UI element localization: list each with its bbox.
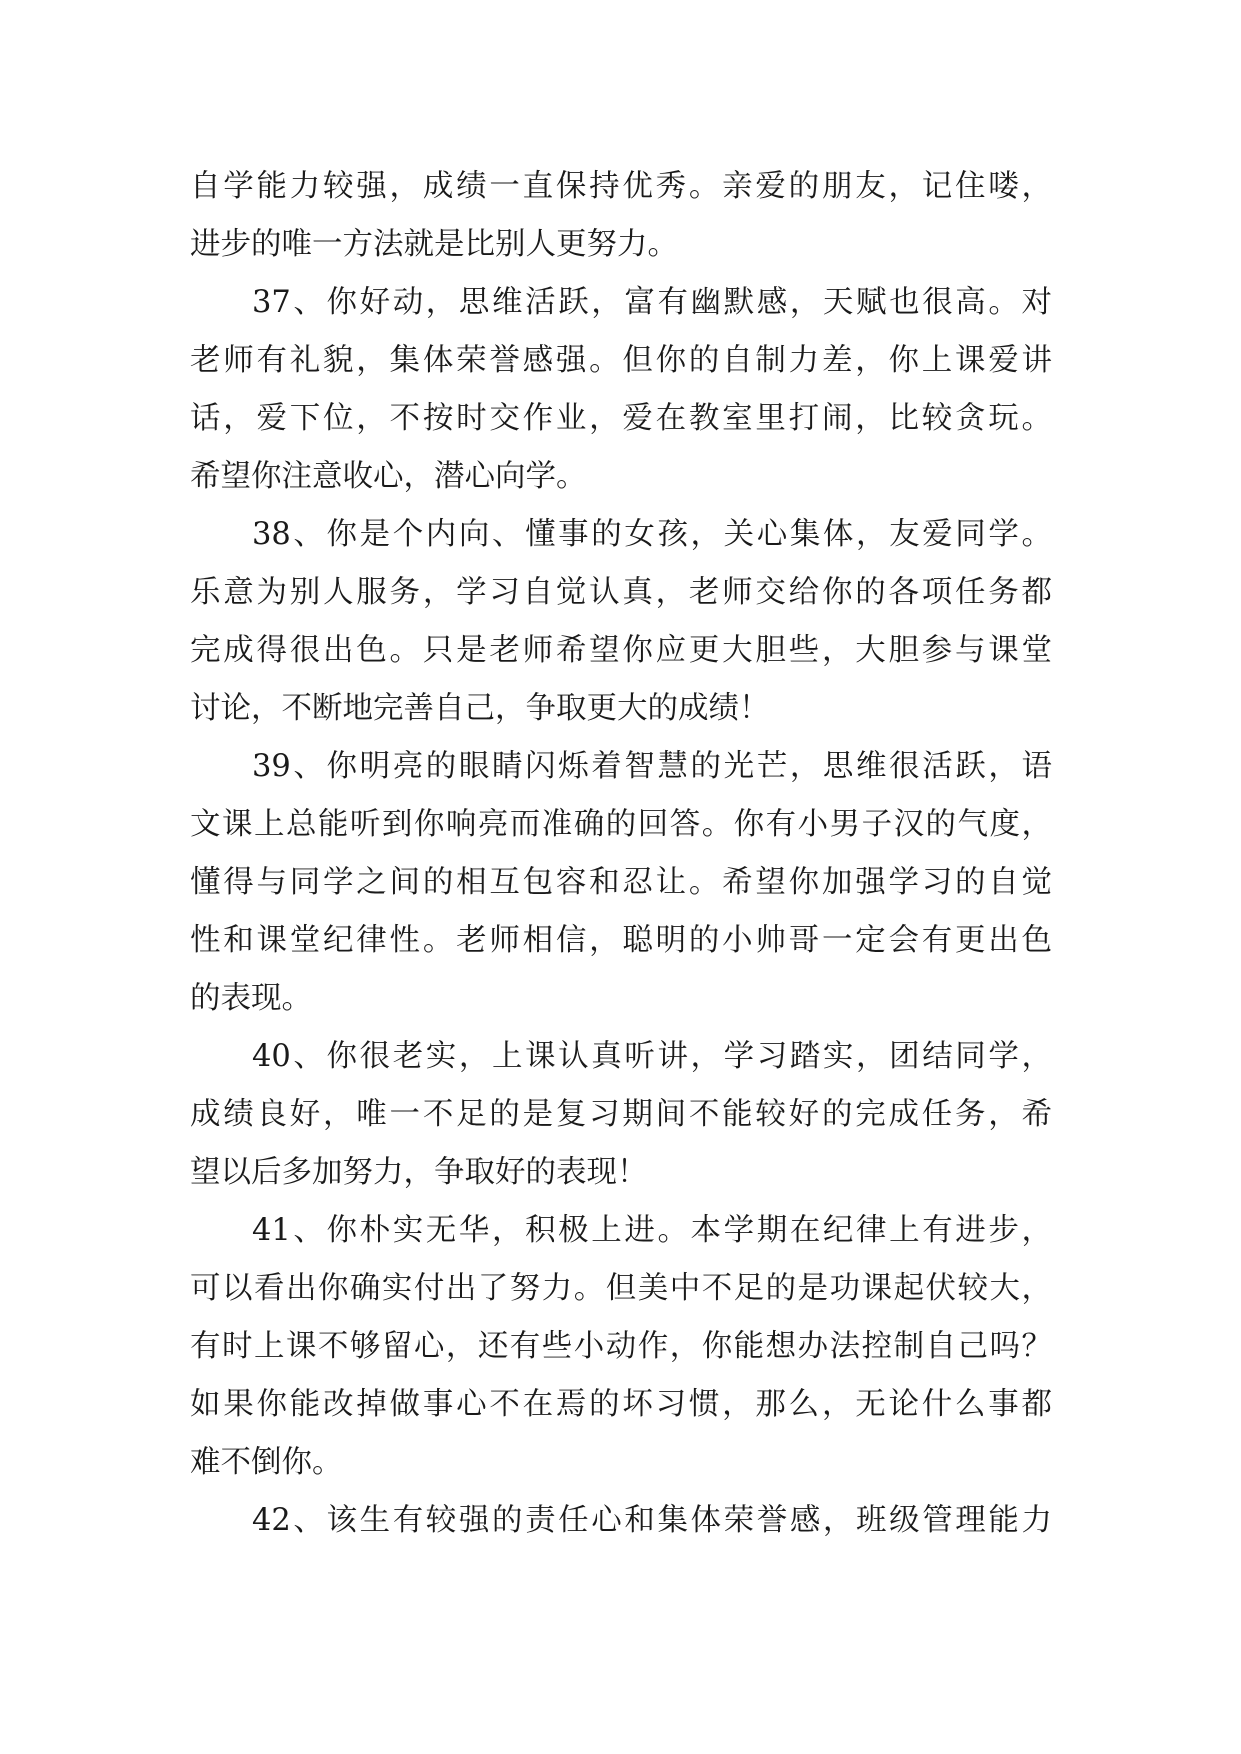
- text-line: 如果你能改掉做事心不在焉的坏习惯，那么，无论什么事都: [190, 1387, 1052, 1422]
- text-line: 自学能力较强，成绩一直保持优秀。亲爱的朋友，记住喽，: [190, 169, 1052, 204]
- text-line: 文课上总能听到你响亮而准确的回答。你有小男子汉的气度，: [190, 807, 1052, 842]
- document-body: [190, 158, 1052, 1550]
- text-line: 望以后多加努力，争取好的表现！: [190, 1155, 648, 1190]
- text-line: 可以看出你确实付出了努力。但美中不足的是功课起伏较大，: [190, 1271, 1052, 1306]
- text-line: 40、你很老实，上课认真听讲，学习踏实，团结同学，: [252, 1039, 1052, 1074]
- text-line: 的表现。: [190, 981, 312, 1016]
- text-line: 38、你是个内向、懂事的女孩，关心集体，友爱同学。: [252, 517, 1052, 552]
- text-line: 39、你明亮的眼睛闪烁着智慧的光芒，思维很活跃，语: [252, 749, 1052, 784]
- text-line: 完成得很出色。只是老师希望你应更大胆些，大胆参与课堂: [190, 633, 1052, 668]
- text-line: 性和课堂纪律性。老师相信，聪明的小帅哥一定会有更出色: [190, 923, 1052, 958]
- text-line: 懂得与同学之间的相互包容和忍让。希望你加强学习的自觉: [190, 865, 1052, 900]
- text-line: 讨论，不断地完善自己，争取更大的成绩！: [190, 691, 770, 726]
- text-line: 成绩良好，唯一不足的是复习期间不能较好的完成任务，希: [190, 1097, 1052, 1132]
- text-line: 老师有礼貌，集体荣誉感强。但你的自制力差，你上课爱讲: [190, 343, 1052, 378]
- text-line: 话，爱下位，不按时交作业，爱在教室里打闹，比较贪玩。: [190, 401, 1052, 436]
- text-line: 难不倒你。: [190, 1445, 343, 1480]
- text-line: 42、该生有较强的责任心和集体荣誉感，班级管理能力: [252, 1503, 1052, 1538]
- text-line: 41、你朴实无华，积极上进。本学期在纪律上有进步，: [252, 1213, 1052, 1248]
- text-line: 有时上课不够留心，还有些小动作，你能想办法控制自己吗？: [190, 1329, 1052, 1364]
- text-line: 37、你好动，思维活跃，富有幽默感，天赋也很高。对: [252, 285, 1052, 320]
- text-line: 希望你注意收心，潜心向学。: [190, 459, 587, 494]
- text-line: 乐意为别人服务，学习自觉认真，老师交给你的各项任务都: [190, 575, 1052, 610]
- text-line: 进步的唯一方法就是比别人更努力。: [190, 227, 678, 262]
